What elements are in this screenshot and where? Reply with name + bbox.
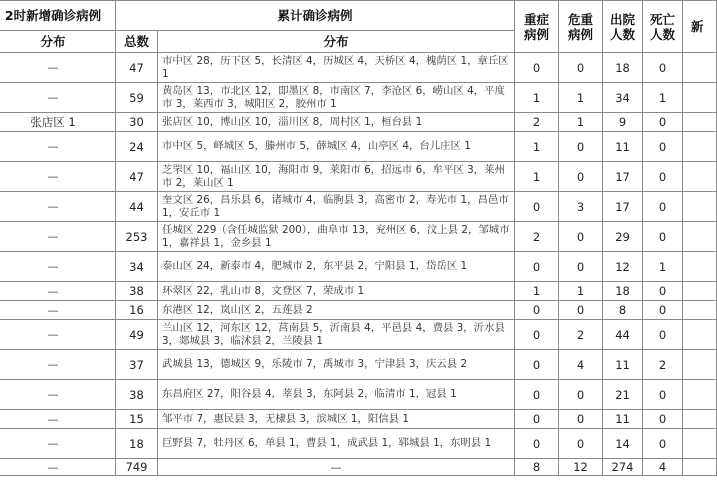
severe-cell: 2: [515, 222, 559, 252]
edge-cell: [683, 301, 717, 320]
deaths-cell: 1: [643, 252, 683, 282]
severe-cell: 0: [515, 429, 559, 459]
table-row: [0, 301, 717, 320]
deaths-cell: 0: [643, 410, 683, 429]
total-cell: 49: [116, 320, 158, 350]
new-cases-cell: —: [0, 380, 116, 410]
distribution-cell: 兰山区 12，河东区 12，莒南县 5，沂南县 4，平邑县 4，费县 3，沂水县 3，郯城县 3，临沭县 2，兰陵县 1: [158, 320, 515, 350]
severe-cell: 1: [515, 132, 559, 162]
discharged-cell: 11: [603, 350, 643, 380]
critical-cell: 0: [559, 162, 603, 192]
discharged-cell: 12: [603, 252, 643, 282]
edge-cell: [683, 429, 717, 459]
critical-cell: 1: [559, 113, 603, 132]
table-row: [0, 192, 717, 222]
discharged-header: [603, 1, 643, 53]
total-cell: 44: [116, 192, 158, 222]
deaths-cell: 0: [643, 222, 683, 252]
new-distribution-header: 分布: [0, 31, 116, 53]
new-cases-cell: —: [0, 132, 116, 162]
severe-cell: 1: [515, 83, 559, 113]
severe-cell: 2: [515, 113, 559, 132]
new-cases-cell: —: [0, 53, 116, 83]
deaths-cell: 0: [643, 113, 683, 132]
new-cases-cell: —: [0, 252, 116, 282]
edge-cell: [683, 380, 717, 410]
severe-cell: 0: [515, 350, 559, 380]
critical-cell: 1: [559, 282, 603, 301]
discharged-cell: 11: [603, 410, 643, 429]
new-cases-cell: —: [0, 301, 116, 320]
table-row: [0, 162, 717, 192]
discharged-cell: 21: [603, 380, 643, 410]
table-row: [0, 320, 717, 350]
edge-cell: [683, 192, 717, 222]
critical-cell: 0: [559, 53, 603, 83]
edge-cell: [683, 410, 717, 429]
severe-cell: 0: [515, 320, 559, 350]
discharged-header-line2: 人数: [610, 26, 636, 42]
distribution-cell: 东昌府区 27，阳谷县 4，莘县 3，东阿县 2，临清市 1，冠县 1: [158, 380, 515, 410]
critical-cell: 1: [559, 83, 603, 113]
severe-header-line1: 重症: [524, 11, 550, 27]
total-header: 总数: [116, 31, 158, 53]
table-row: [0, 222, 717, 252]
total-cell: 47: [116, 53, 158, 83]
distribution-cell: 市中区 28，历下区 5，长清区 4，历城区 4，天桥区 4，槐荫区 1，章丘区 1: [158, 53, 515, 83]
total-cell: 16: [116, 301, 158, 320]
severe-cell: 1: [515, 162, 559, 192]
deaths-cell: 0: [643, 282, 683, 301]
new-cases-cell: —: [0, 83, 116, 113]
severe-cell: 0: [515, 301, 559, 320]
distribution-cell: 巨野县 7，牡丹区 6，单县 1，曹县 1，成武县 1，郓城县 1，东明县 1: [158, 429, 515, 459]
distribution-cell: 东港区 12，岚山区 2，五莲县 2: [158, 301, 515, 320]
new-cases-cell: —: [0, 410, 116, 429]
distribution-cell: 奎文区 26，昌乐县 6，诸城市 4，临朐县 3，高密市 2，寿光市 1，昌邑市 1，安丘市 1: [158, 192, 515, 222]
severe-cell: 1: [515, 282, 559, 301]
total-row: [0, 459, 717, 476]
critical-header-line1: 危重: [568, 11, 594, 27]
distribution-cell: 任城区 229（含任城监狱 200），曲阜市 13，兖州区 6，汶上县 2，邹城市 1，嘉祥县 1，金乡县 1: [158, 222, 515, 252]
critical-total-cell: 12: [559, 459, 603, 476]
discharged-cell: 17: [603, 192, 643, 222]
table-row: [0, 282, 717, 301]
severe-cell: 0: [515, 53, 559, 83]
severe-total-cell: 8: [515, 459, 559, 476]
discharged-cell: 9: [603, 113, 643, 132]
deaths-header-line2: 人数: [650, 26, 676, 42]
critical-cell: 3: [559, 192, 603, 222]
total-cell: 47: [116, 162, 158, 192]
distribution-cell: 芝罘区 10，福山区 10，海阳市 9，莱阳市 6，招远市 6，牟平区 3，莱州市 2，莱山区 1: [158, 162, 515, 192]
edge-cell: [683, 320, 717, 350]
edge-cell: [683, 222, 717, 252]
edge-cell: [683, 83, 717, 113]
critical-cell: 0: [559, 429, 603, 459]
new-cases-total-cell: —: [0, 459, 116, 476]
deaths-cell: 0: [643, 429, 683, 459]
table-row: [0, 429, 717, 459]
discharged-cell: 34: [603, 83, 643, 113]
deaths-header-line1: 死亡: [650, 11, 676, 27]
cumulative-cases-header: 累计确诊病例: [116, 1, 515, 31]
edge-cell: [683, 162, 717, 192]
total-cell: 15: [116, 410, 158, 429]
severe-cell: 0: [515, 192, 559, 222]
new-cases-cell: —: [0, 350, 116, 380]
new-cases-cell: —: [0, 162, 116, 192]
deaths-cell: 0: [643, 192, 683, 222]
deaths-cell: 0: [643, 380, 683, 410]
deaths-cell: 2: [643, 350, 683, 380]
total-cell: 59: [116, 83, 158, 113]
critical-cell: 2: [559, 320, 603, 350]
deaths-header: [643, 1, 683, 53]
deaths-cell: 0: [643, 301, 683, 320]
distribution-cell: 黄岛区 13，市北区 12，即墨区 8，市南区 7，李沧区 6，崂山区 4，平度市 3，莱西市 3，城阳区 2，胶州市 1: [158, 83, 515, 113]
table-row: [0, 113, 717, 132]
distribution-cell: 武城县 13，德城区 9，乐陵市 7，禹城市 3，宁津县 3，庆云县 2: [158, 350, 515, 380]
critical-cell: 0: [559, 410, 603, 429]
total-cell: 38: [116, 380, 158, 410]
discharged-cell: 11: [603, 132, 643, 162]
severe-header-line2: 病例: [524, 26, 550, 42]
grand-total-cell: 749: [116, 459, 158, 476]
distribution-total-cell: —: [158, 459, 515, 476]
new-cases-cell: —: [0, 222, 116, 252]
deaths-cell: 0: [643, 53, 683, 83]
table-row: [0, 53, 717, 83]
discharged-cell: 8: [603, 301, 643, 320]
discharged-header-line1: 出院: [610, 11, 636, 27]
discharged-total-cell: 274: [603, 459, 643, 476]
critical-cell: 0: [559, 132, 603, 162]
new-cases-cell: —: [0, 320, 116, 350]
discharged-cell: 44: [603, 320, 643, 350]
edge-cell: [683, 252, 717, 282]
discharged-cell: 29: [603, 222, 643, 252]
deaths-cell: 0: [643, 320, 683, 350]
discharged-cell: 17: [603, 162, 643, 192]
distribution-cell: 邹平市 7，惠民县 3，无棣县 3，滨城区 1，阳信县 1: [158, 410, 515, 429]
total-cell: 24: [116, 132, 158, 162]
table-row: [0, 410, 717, 429]
distribution-cell: 张店区 10，博山区 10，淄川区 8，周村区 1，桓台县 1: [158, 113, 515, 132]
critical-header-line2: 病例: [568, 26, 594, 42]
deaths-cell: 0: [643, 162, 683, 192]
edge-column-header: 新: [683, 1, 717, 53]
new-cases-cell: —: [0, 192, 116, 222]
critical-header: [559, 1, 603, 53]
distribution-cell: 泰山区 24，新泰市 4，肥城市 2，东平县 2，宁阳县 1，岱岳区 1: [158, 252, 515, 282]
distribution-cell: 市中区 5，峄城区 5，滕州市 5，薛城区 4，山亭区 4，台儿庄区 1: [158, 132, 515, 162]
severe-cell: 0: [515, 410, 559, 429]
total-cell: 18: [116, 429, 158, 459]
discharged-cell: 18: [603, 282, 643, 301]
edge-cell: [683, 350, 717, 380]
deaths-cell: 0: [643, 132, 683, 162]
edge-cell: [683, 113, 717, 132]
critical-cell: 0: [559, 301, 603, 320]
edge-cell: [683, 132, 717, 162]
edge-cell: [683, 53, 717, 83]
table-row: [0, 380, 717, 410]
table-row: [0, 83, 717, 113]
critical-cell: 0: [559, 380, 603, 410]
critical-cell: 0: [559, 252, 603, 282]
new-cases-cell: —: [0, 282, 116, 301]
new-cases-cell: —: [0, 429, 116, 459]
severe-cell: 0: [515, 252, 559, 282]
table-row: [0, 350, 717, 380]
critical-cell: 0: [559, 222, 603, 252]
total-cell: 30: [116, 113, 158, 132]
distribution-header: 分布: [158, 31, 515, 53]
table-row: [0, 132, 717, 162]
table-body: [0, 53, 717, 476]
critical-cell: 4: [559, 350, 603, 380]
severe-header: [515, 1, 559, 53]
distribution-cell: 环翠区 22，乳山市 8，文登区 7，荣成市 1: [158, 282, 515, 301]
total-cell: 34: [116, 252, 158, 282]
total-cell: 38: [116, 282, 158, 301]
deaths-cell: 1: [643, 83, 683, 113]
edge-cell: [683, 459, 717, 476]
total-cell: 37: [116, 350, 158, 380]
new-cases-header: 2时新增确诊病例: [0, 1, 116, 31]
severe-cell: 0: [515, 380, 559, 410]
edge-cell: [683, 282, 717, 301]
discharged-cell: 14: [603, 429, 643, 459]
new-cases-cell: 张店区 1: [0, 113, 116, 132]
table-row: [0, 252, 717, 282]
total-cell: 253: [116, 222, 158, 252]
deaths-total-cell: 4: [643, 459, 683, 476]
discharged-cell: 18: [603, 53, 643, 83]
